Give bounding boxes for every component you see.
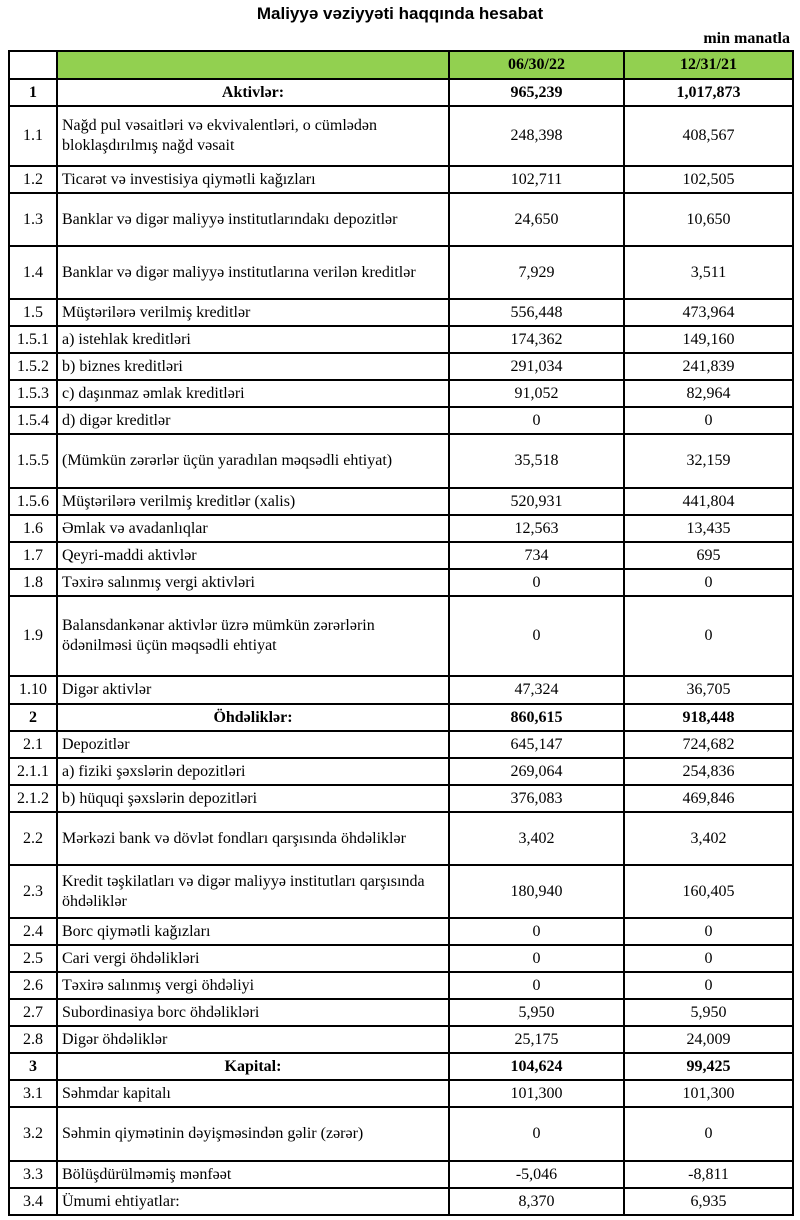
table-row (9, 972, 793, 999)
table-row (9, 407, 793, 434)
financial-position-table (8, 50, 794, 1216)
table-row (9, 999, 793, 1026)
table-row (9, 1161, 793, 1188)
row-value-prior-cell: 254,836 (624, 758, 793, 785)
row-value-prior-cell: 3,511 (624, 246, 793, 299)
table-row (9, 758, 793, 785)
row-label-cell: Kapital: (57, 1053, 449, 1080)
row-value-current-cell: 180,940 (449, 865, 624, 918)
row-label-cell: Subordinasiya borc öhdəlikləri (57, 999, 449, 1026)
row-label-cell: Öhdəliklər: (57, 704, 449, 731)
row-value-current-cell: 291,034 (449, 353, 624, 380)
table-row (9, 193, 793, 246)
row-value-current-cell: 47,324 (449, 676, 624, 704)
row-label-cell: (Mümkün zərərlər üçün yaradılan məqsədli ehtiyat) (57, 434, 449, 488)
table-row (9, 812, 793, 865)
row-number-cell: 3.3 (9, 1161, 57, 1188)
row-value-current-cell: 0 (449, 596, 624, 676)
table-row (9, 353, 793, 380)
row-value-prior-cell: 149,160 (624, 326, 793, 353)
row-value-current-cell: 101,300 (449, 1080, 624, 1107)
table-row (9, 79, 793, 106)
row-value-current-cell: 0 (449, 1107, 624, 1161)
row-value-prior-cell: 160,405 (624, 865, 793, 918)
row-label-cell: Depozitlər (57, 731, 449, 758)
row-label-cell: Balansdankənar aktivlər üzrə mümkün zərərlərin ödənilməsi üçün məqsədli ehtiyat (57, 596, 449, 676)
row-label-cell: Müştərilərə verilmiş kreditlər (57, 299, 449, 326)
header-row (9, 51, 793, 79)
row-number-cell: 2.6 (9, 972, 57, 999)
row-number-cell: 1.5.5 (9, 434, 57, 488)
row-value-prior-cell: 6,935 (624, 1188, 793, 1215)
row-label-cell: d) digər kreditlər (57, 407, 449, 434)
row-number-cell: 2 (9, 704, 57, 731)
row-value-current-cell: 0 (449, 945, 624, 972)
row-label-cell: Borc qiymətli kağızları (57, 918, 449, 945)
row-value-current-cell: 3,402 (449, 812, 624, 865)
row-value-prior-cell: 0 (624, 569, 793, 596)
row-label-cell: a) fiziki şəxslərin depozitləri (57, 758, 449, 785)
row-label-cell: Ümumi ehtiyatlar: (57, 1188, 449, 1215)
row-value-current-cell: 104,624 (449, 1053, 624, 1080)
row-value-current-cell: 0 (449, 972, 624, 999)
row-label-cell: Əmlak və avadanlıqlar (57, 515, 449, 542)
row-value-prior-cell: 0 (624, 596, 793, 676)
row-value-prior-cell: 3,402 (624, 812, 793, 865)
row-number-cell: 1.4 (9, 246, 57, 299)
row-number-cell: 1.5.1 (9, 326, 57, 353)
row-label-cell: Təxirə salınmış vergi aktivləri (57, 569, 449, 596)
row-value-prior-cell: 0 (624, 945, 793, 972)
row-number-cell: 1.5 (9, 299, 57, 326)
row-value-current-cell: 645,147 (449, 731, 624, 758)
row-value-current-cell: 248,398 (449, 106, 624, 166)
row-value-prior-cell: 441,804 (624, 488, 793, 515)
row-value-current-cell: 376,083 (449, 785, 624, 812)
row-number-cell: 2.3 (9, 865, 57, 918)
table-row (9, 596, 793, 676)
row-value-prior-cell: 0 (624, 972, 793, 999)
table-row (9, 515, 793, 542)
header-date-2: 12/31/21 (624, 51, 793, 79)
row-value-prior-cell: 82,964 (624, 380, 793, 407)
unit-note: min manatla (703, 30, 790, 47)
table-row (9, 380, 793, 407)
row-value-current-cell: 0 (449, 407, 624, 434)
row-value-current-cell: 520,931 (449, 488, 624, 515)
table-row (9, 865, 793, 918)
row-label-cell: Kredit təşkilatları və digər maliyyə institutları qarşısında öhdəliklər (57, 865, 449, 918)
table-body (9, 79, 793, 1215)
row-label-cell: Digər aktivlər (57, 676, 449, 704)
row-value-prior-cell: 1,017,873 (624, 79, 793, 106)
row-value-current-cell: 5,950 (449, 999, 624, 1026)
row-number-cell: 1.10 (9, 676, 57, 704)
row-number-cell: 2.5 (9, 945, 57, 972)
row-value-prior-cell: 0 (624, 918, 793, 945)
table-row (9, 945, 793, 972)
table-row (9, 488, 793, 515)
row-value-current-cell: 24,650 (449, 193, 624, 246)
row-value-current-cell: 25,175 (449, 1026, 624, 1053)
table-row (9, 1080, 793, 1107)
row-label-cell: Təxirə salınmış vergi öhdəliyi (57, 972, 449, 999)
row-label-cell: c) daşınmaz əmlak kreditləri (57, 380, 449, 407)
row-value-current-cell: -5,046 (449, 1161, 624, 1188)
table-row (9, 1053, 793, 1080)
row-number-cell: 1 (9, 79, 57, 106)
row-value-current-cell: 0 (449, 569, 624, 596)
table-row (9, 326, 793, 353)
header-date-1: 06/30/22 (449, 51, 624, 79)
row-number-cell: 2.1.2 (9, 785, 57, 812)
row-number-cell: 1.5.6 (9, 488, 57, 515)
row-value-prior-cell: 13,435 (624, 515, 793, 542)
row-number-cell: 3 (9, 1053, 57, 1080)
table-row (9, 299, 793, 326)
row-value-current-cell: 8,370 (449, 1188, 624, 1215)
row-value-prior-cell: 102,505 (624, 166, 793, 193)
row-number-cell: 1.1 (9, 106, 57, 166)
row-number-cell: 1.6 (9, 515, 57, 542)
row-value-prior-cell: 473,964 (624, 299, 793, 326)
row-value-current-cell: 860,615 (449, 704, 624, 731)
row-number-cell: 1.8 (9, 569, 57, 596)
table-row (9, 1026, 793, 1053)
table-row (9, 785, 793, 812)
row-label-cell: Aktivlər: (57, 79, 449, 106)
header-number-cell (9, 51, 57, 79)
row-value-prior-cell: 99,425 (624, 1053, 793, 1080)
table-row (9, 569, 793, 596)
row-value-prior-cell: 408,567 (624, 106, 793, 166)
table-row (9, 106, 793, 166)
row-number-cell: 1.7 (9, 542, 57, 569)
row-label-cell: Müştərilərə verilmiş kreditlər (xalis) (57, 488, 449, 515)
row-label-cell: Banklar və digər maliyyə institutlarındakı depozitlər (57, 193, 449, 246)
row-value-current-cell: 269,064 (449, 758, 624, 785)
row-value-prior-cell: 36,705 (624, 676, 793, 704)
row-label-cell: b) biznes kreditləri (57, 353, 449, 380)
row-value-current-cell: 35,518 (449, 434, 624, 488)
table-row (9, 704, 793, 731)
row-value-prior-cell: 918,448 (624, 704, 793, 731)
row-label-cell: Qeyri-maddi aktivlər (57, 542, 449, 569)
row-value-prior-cell: 0 (624, 407, 793, 434)
row-number-cell: 3.2 (9, 1107, 57, 1161)
row-value-current-cell: 102,711 (449, 166, 624, 193)
table-row (9, 1188, 793, 1215)
row-number-cell: 1.3 (9, 193, 57, 246)
row-number-cell: 1.9 (9, 596, 57, 676)
row-label-cell: Səhmin qiymətinin dəyişməsindən gəlir (zərər) (57, 1107, 449, 1161)
table-row (9, 434, 793, 488)
row-value-current-cell: 965,239 (449, 79, 624, 106)
row-value-prior-cell: 24,009 (624, 1026, 793, 1053)
table-row (9, 918, 793, 945)
row-label-cell: Nağd pul vəsaitləri və ekvivalentləri, o cümlədən bloklaşdırılmış nağd vəsait (57, 106, 449, 166)
row-value-current-cell: 7,929 (449, 246, 624, 299)
row-label-cell: a) istehlak kreditləri (57, 326, 449, 353)
page-title: Maliyyə vəziyyəti haqqında hesabat (256, 4, 544, 23)
row-value-prior-cell: 724,682 (624, 731, 793, 758)
row-number-cell: 1.5.3 (9, 380, 57, 407)
table-row (9, 166, 793, 193)
row-value-prior-cell: 32,159 (624, 434, 793, 488)
row-number-cell: 1.2 (9, 166, 57, 193)
row-value-prior-cell: 101,300 (624, 1080, 793, 1107)
table-row (9, 246, 793, 299)
row-value-current-cell: 91,052 (449, 380, 624, 407)
row-number-cell: 2.1.1 (9, 758, 57, 785)
row-label-cell: Cari vergi öhdəlikləri (57, 945, 449, 972)
row-value-prior-cell: 241,839 (624, 353, 793, 380)
row-number-cell: 2.8 (9, 1026, 57, 1053)
row-label-cell: Mərkəzi bank və dövlət fondları qarşısında öhdəliklər (57, 812, 449, 865)
row-number-cell: 1.5.4 (9, 407, 57, 434)
row-value-current-cell: 0 (449, 918, 624, 945)
table-header (9, 51, 793, 79)
row-value-current-cell: 556,448 (449, 299, 624, 326)
row-value-current-cell: 12,563 (449, 515, 624, 542)
row-value-prior-cell: 5,950 (624, 999, 793, 1026)
table-row (9, 542, 793, 569)
row-label-cell: Bölüşdürülməmiş mənfəət (57, 1161, 449, 1188)
row-label-cell: b) hüquqi şəxslərin depozitləri (57, 785, 449, 812)
table-row (9, 731, 793, 758)
row-value-current-cell: 174,362 (449, 326, 624, 353)
row-label-cell: Digər öhdəliklər (57, 1026, 449, 1053)
row-value-prior-cell: 469,846 (624, 785, 793, 812)
row-number-cell: 3.4 (9, 1188, 57, 1215)
row-label-cell: Banklar və digər maliyyə institutlarına verilən kreditlər (57, 246, 449, 299)
row-number-cell: 2.4 (9, 918, 57, 945)
row-value-prior-cell: -8,811 (624, 1161, 793, 1188)
row-value-current-cell: 734 (449, 542, 624, 569)
row-number-cell: 1.5.2 (9, 353, 57, 380)
row-value-prior-cell: 0 (624, 1107, 793, 1161)
row-number-cell: 3.1 (9, 1080, 57, 1107)
row-label-cell: Səhmdar kapitalı (57, 1080, 449, 1107)
table-row (9, 676, 793, 704)
header-label-cell (57, 51, 449, 79)
row-value-prior-cell: 695 (624, 542, 793, 569)
table-row (9, 1107, 793, 1161)
row-number-cell: 2.7 (9, 999, 57, 1026)
row-number-cell: 2.1 (9, 731, 57, 758)
row-label-cell: Ticarət və investisiya qiymətli kağızları (57, 166, 449, 193)
row-number-cell: 2.2 (9, 812, 57, 865)
row-value-prior-cell: 10,650 (624, 193, 793, 246)
